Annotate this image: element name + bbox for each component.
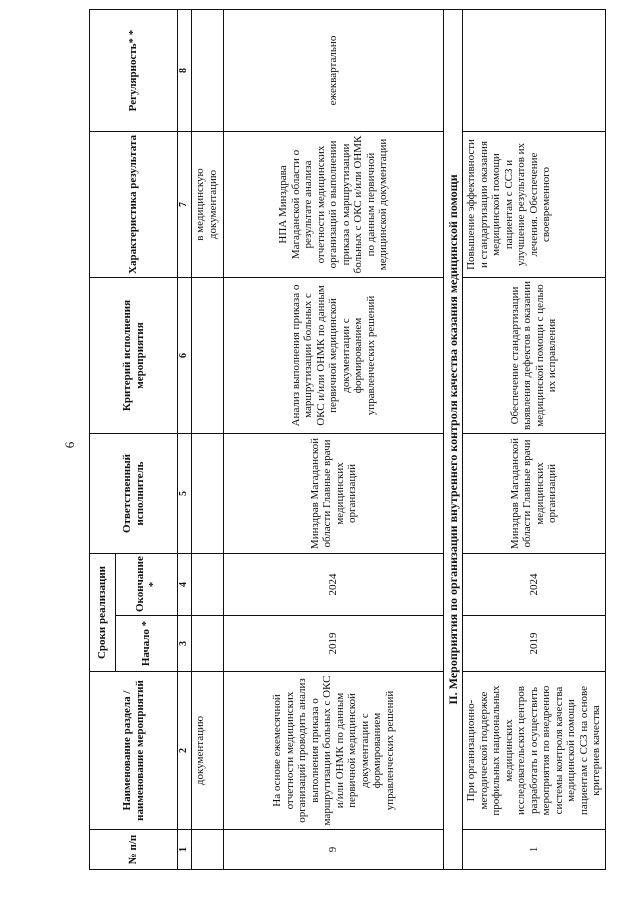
row-executor: Минздрав Магаданской области Главные врачи медицинских организаций bbox=[463, 434, 606, 554]
column-number: 3 bbox=[178, 616, 192, 672]
header-num: № п/п bbox=[90, 830, 178, 870]
column-number: 7 bbox=[178, 132, 192, 278]
header-regularity: Регулярность* * bbox=[90, 10, 178, 132]
row-end: 2024 bbox=[224, 554, 444, 616]
section-row bbox=[444, 10, 463, 870]
row-executor bbox=[192, 434, 224, 554]
header-start: Начало * bbox=[116, 616, 178, 672]
row-end bbox=[192, 554, 224, 616]
row-start: 2019 bbox=[224, 616, 444, 672]
row-start bbox=[192, 616, 224, 672]
header-name: Наименование раздела /наименование мероприятий bbox=[90, 672, 178, 830]
row-executor: Минздрав Магаданской области Главные врачи медицинских организаций bbox=[224, 434, 444, 554]
row-end: 2024 bbox=[463, 554, 606, 616]
section-heading: II. Мероприятия по организации внутреннего контроля качества оказания медицинской помощи bbox=[444, 10, 463, 870]
column-number: 6 bbox=[178, 278, 192, 434]
row-num bbox=[192, 830, 224, 870]
row-criterion bbox=[192, 278, 224, 434]
header-end: Окончание * bbox=[116, 554, 178, 616]
row-name: документацию bbox=[192, 672, 224, 830]
row-result: в медицинскую документацию bbox=[192, 132, 224, 278]
column-number: 5 bbox=[178, 434, 192, 554]
row-result: НПА Минздрава Магаданской области о результате анализа отчетности медицинских организаций о выполнении приказа о маршрутизации больных с ОКС и/или ОНМК по данным первичной медицинской документации bbox=[224, 132, 444, 278]
header-result: Характеристика результата bbox=[90, 132, 178, 278]
row-criterion: Анализ выполнения приказа о маршрутизации больных с ОКС и/или ОНМК по данным первичной медицинской документации с формированием управленческих решений bbox=[224, 278, 444, 434]
table-row bbox=[463, 10, 606, 870]
table-row bbox=[192, 10, 224, 870]
header-terms: Сроки реализации bbox=[90, 554, 116, 672]
column-number: 1 bbox=[178, 830, 192, 870]
rotated-table-page bbox=[89, 10, 602, 870]
row-regularity bbox=[463, 10, 606, 132]
row-regularity: ежеквартально bbox=[224, 10, 444, 132]
row-result: Повышение эффективности и стандартизации оказания медицинской помощи пациентам с ССЗ и улучшение результатов их лечения. Обеспечение своевременного bbox=[463, 132, 606, 278]
row-start: 2019 bbox=[463, 616, 606, 672]
header-criterion: Критерий исполнения мероприятия bbox=[90, 278, 178, 434]
row-name: На основе ежемесячной отчетности медицинских организаций проводить анализ выполнения приказа о маршрутизации больных с ОКС и/или ОНМК по данным первичной медицинской документации с формированием управленческих решений bbox=[224, 672, 444, 830]
header-executor: Ответственный исполнитель bbox=[90, 434, 178, 554]
column-number: 4 bbox=[178, 554, 192, 616]
column-number-row bbox=[178, 10, 192, 870]
measures-table bbox=[89, 9, 606, 870]
column-number: 8 bbox=[178, 10, 192, 132]
row-num: 9 bbox=[224, 830, 444, 870]
row-regularity bbox=[192, 10, 224, 132]
row-criterion: Обеспечение стандартизации выявления дефектов в оказании медицинской помощи с целью их исправления bbox=[463, 278, 606, 434]
page-number: 6 bbox=[62, 441, 77, 449]
column-number: 2 bbox=[178, 672, 192, 830]
row-num: 1 bbox=[463, 830, 606, 870]
row-name: При организационно-методической поддержке профильных национальных медицинских исследовательских центров разработать и осуществить мероприятия по внедрению системы контроля качества медицинской помощи пациентам с ССЗ на основе критериев качества bbox=[463, 672, 606, 830]
table-row bbox=[224, 10, 444, 870]
